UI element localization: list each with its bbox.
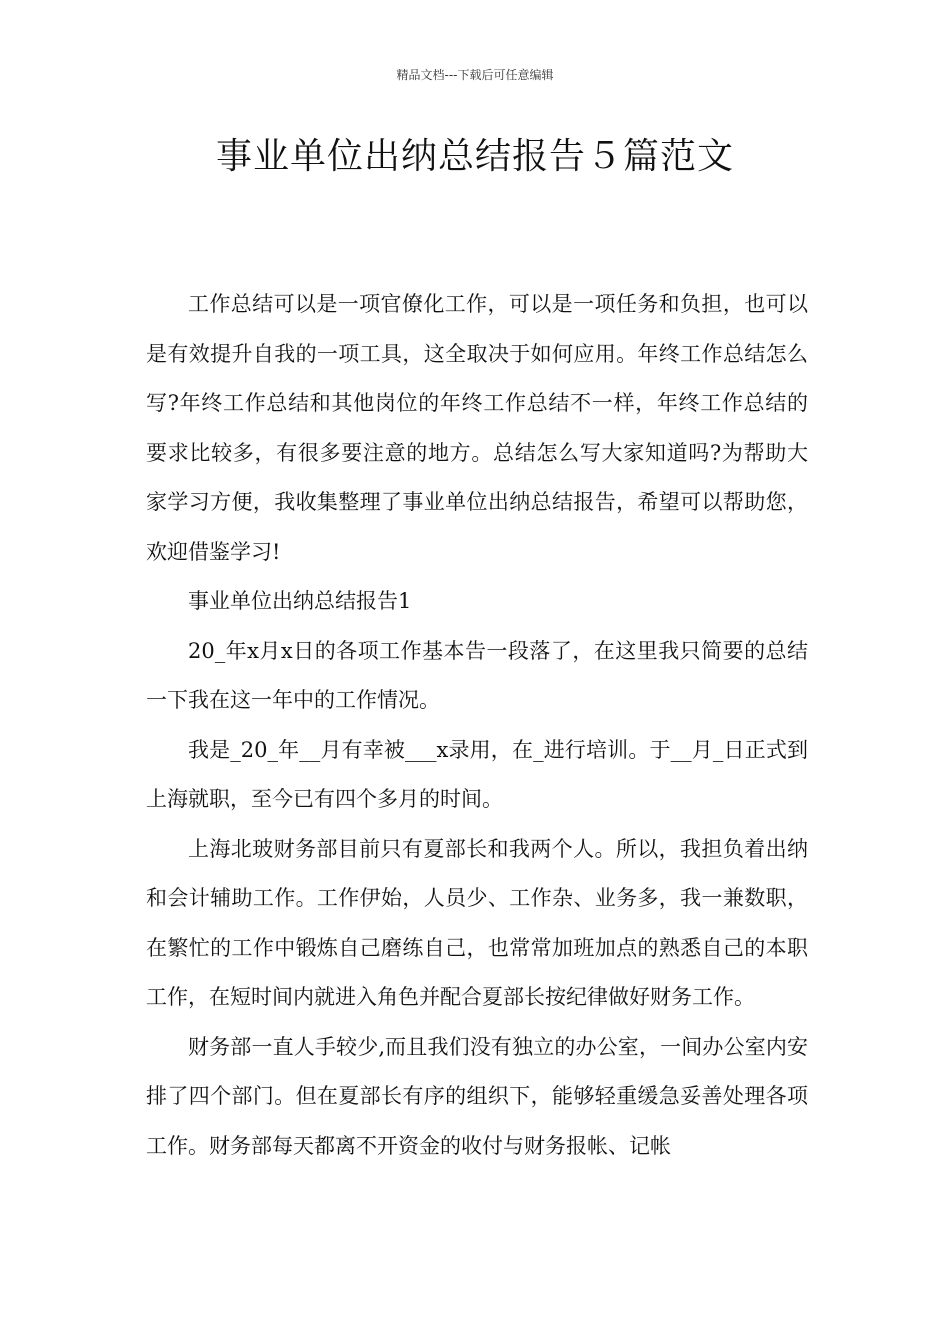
paragraph-intro: 工作总结可以是一项官僚化工作，可以是一项任务和负担，也可以是有效提升自我的一项工具，这全取决于如何应用。年终工作总结怎么写?年终工作总结和其他岗位的年终工作总结不一样，年终工作总结的要求比较多，有很多要注意的地方。总结怎么写大家知道吗?为帮助大家学习方便，我收集整理了事业单位出纳总结报告，希望可以帮助您，欢迎借鉴学习! [146, 292, 808, 564]
paragraph-3: 上海北玻财务部目前只有夏部长和我两个人。所以，我担负着出纳和会计辅助工作。工作伊始，人员少、工作杂、业务多，我一兼数职，在繁忙的工作中锻炼自己磨练自己，也常常加班加点的熟悉自己的本职工作，在短时间内就进入角色并配合夏部长按纪律做好财务工作。 [146, 836, 808, 1009]
paragraph-1: 20_年x月x日的各项工作基本告一段落了，在这里我只简要的总结一下我在这一年中的工作情况。 [146, 638, 808, 712]
paragraph-2: 我是_20_年__月有幸被___x录用，在_进行培训。于__月_日正式到上海就职，至今已有四个多月的时间。 [146, 737, 808, 811]
document-body [146, 280, 808, 1171]
page-header-note: 精品文档---下载后可任意编辑 [396, 68, 554, 82]
section-heading-report-1: 事业单位出纳总结报告1 [188, 589, 412, 613]
paragraph-4: 财务部一直人手较少,而且我们没有独立的办公室，一间办公室内安排了四个部门。但在夏部长有序的组织下，能够轻重缓急妥善处理各项工作。财务部每天都离不开资金的收付与财务报帐、记帐 [146, 1034, 808, 1158]
document-title: 事业单位出纳总结报告５篇范文 [215, 136, 734, 177]
